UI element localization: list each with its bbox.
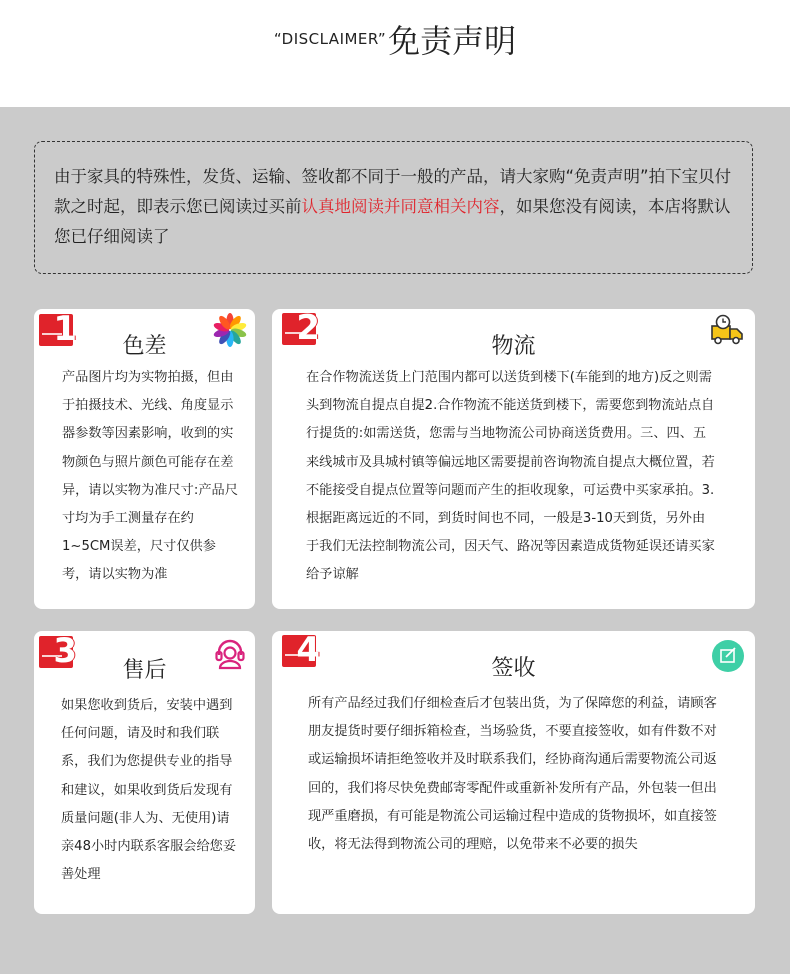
card-body: 产品图片均为实物拍摄，但由于拍摄技术、光线、角度显示器参数等因素影响，收到的实物颜色与照片颜色可能存在差异，请以实物为准尺寸:产品尺寸均为手工测量存在约1~5CM误差，尺寸仅供参考，请以实物为准 xyxy=(62,370,238,583)
card-title: 物流 xyxy=(491,334,536,359)
card-title: 色差 xyxy=(122,334,167,359)
card-body: 所有产品经过我们仔细检查后才包装出货，为了保障您的利益，请顾客朋友提货时要仔细拆箱检查，当场验货，不要直接签收，如有件数不对或运输损坏请拒绝签收并及时联系我们，经协商沟通后需要物流公司返回的，我们将尽快免费邮寄零配件或重新补发所有产品，外包装一但出现严重磨损，有可能是物流公司运输过程中造成的货物损坏，如直接签收，将无法得到物流公司的理赔，以免带来不必要的损失 xyxy=(308,696,717,853)
badge-number: 3 xyxy=(53,631,77,671)
card-sign-receipt xyxy=(272,631,755,914)
card-title: 签收 xyxy=(491,656,536,681)
page-title xyxy=(0,16,790,62)
card-body: 在合作物流送货上门范围内都可以送货到楼下(车能到的地方)反之则需头到物流自提点自提2.合作物流不能送货到楼下，需要您到物流站点自行提货的:如需送货，您需与当地物流公司协商送货费用。三、四、五来线城市及具城村镇等偏远地区需要提前咨询物流自提点大概位置，若不能接受自提点位置等问题而产生的拒收现象，可运费中买家承拍。3.根据距离远近的不同，到货时间也不同，一般是3-10天到货，另外由于我们无法控制物流公司，因天气、路况等因素造成货物延误还请买家给予谅解 xyxy=(306,370,715,583)
badge-number: 1 xyxy=(53,309,77,349)
card-title: 售后 xyxy=(122,658,167,683)
card-logistics xyxy=(272,309,755,609)
delivery-truck-icon xyxy=(709,313,745,347)
customer-service-icon xyxy=(213,637,247,671)
notice-text: 由于家具的特殊性，发货、运输、签收都不同于一般的产品，请大家购“免责声明”拍下宝贝付款之时起，即表示您已阅读过买前 xyxy=(54,167,732,216)
card-after-sales xyxy=(34,631,255,914)
badge-number: 2 xyxy=(296,308,320,348)
title-english: “DISCLAIMER” xyxy=(273,30,387,48)
header xyxy=(0,0,790,107)
disclaimer-notice xyxy=(34,141,753,274)
title-chinese: 免责声明 xyxy=(388,22,517,60)
notice-text-end: ，如果您没有阅读，本店将默认您已仔细阅读了 xyxy=(54,197,731,246)
badge-number: 4 xyxy=(296,630,320,670)
sign-edit-icon xyxy=(711,639,745,673)
card-body: 如果您收到货后，安装中遇到任何问题，请及时和我们联系，我们为您提供专业的指导和建议，如果收到货后发现有质量问题(非人为、无使用)请亲48小时内联系客服会给您妥善处理 xyxy=(61,698,237,883)
color-wheel-icon xyxy=(213,313,247,347)
notice-highlight: 认真地阅读并同意相关内容 xyxy=(301,197,500,216)
card-color-difference xyxy=(34,309,255,609)
